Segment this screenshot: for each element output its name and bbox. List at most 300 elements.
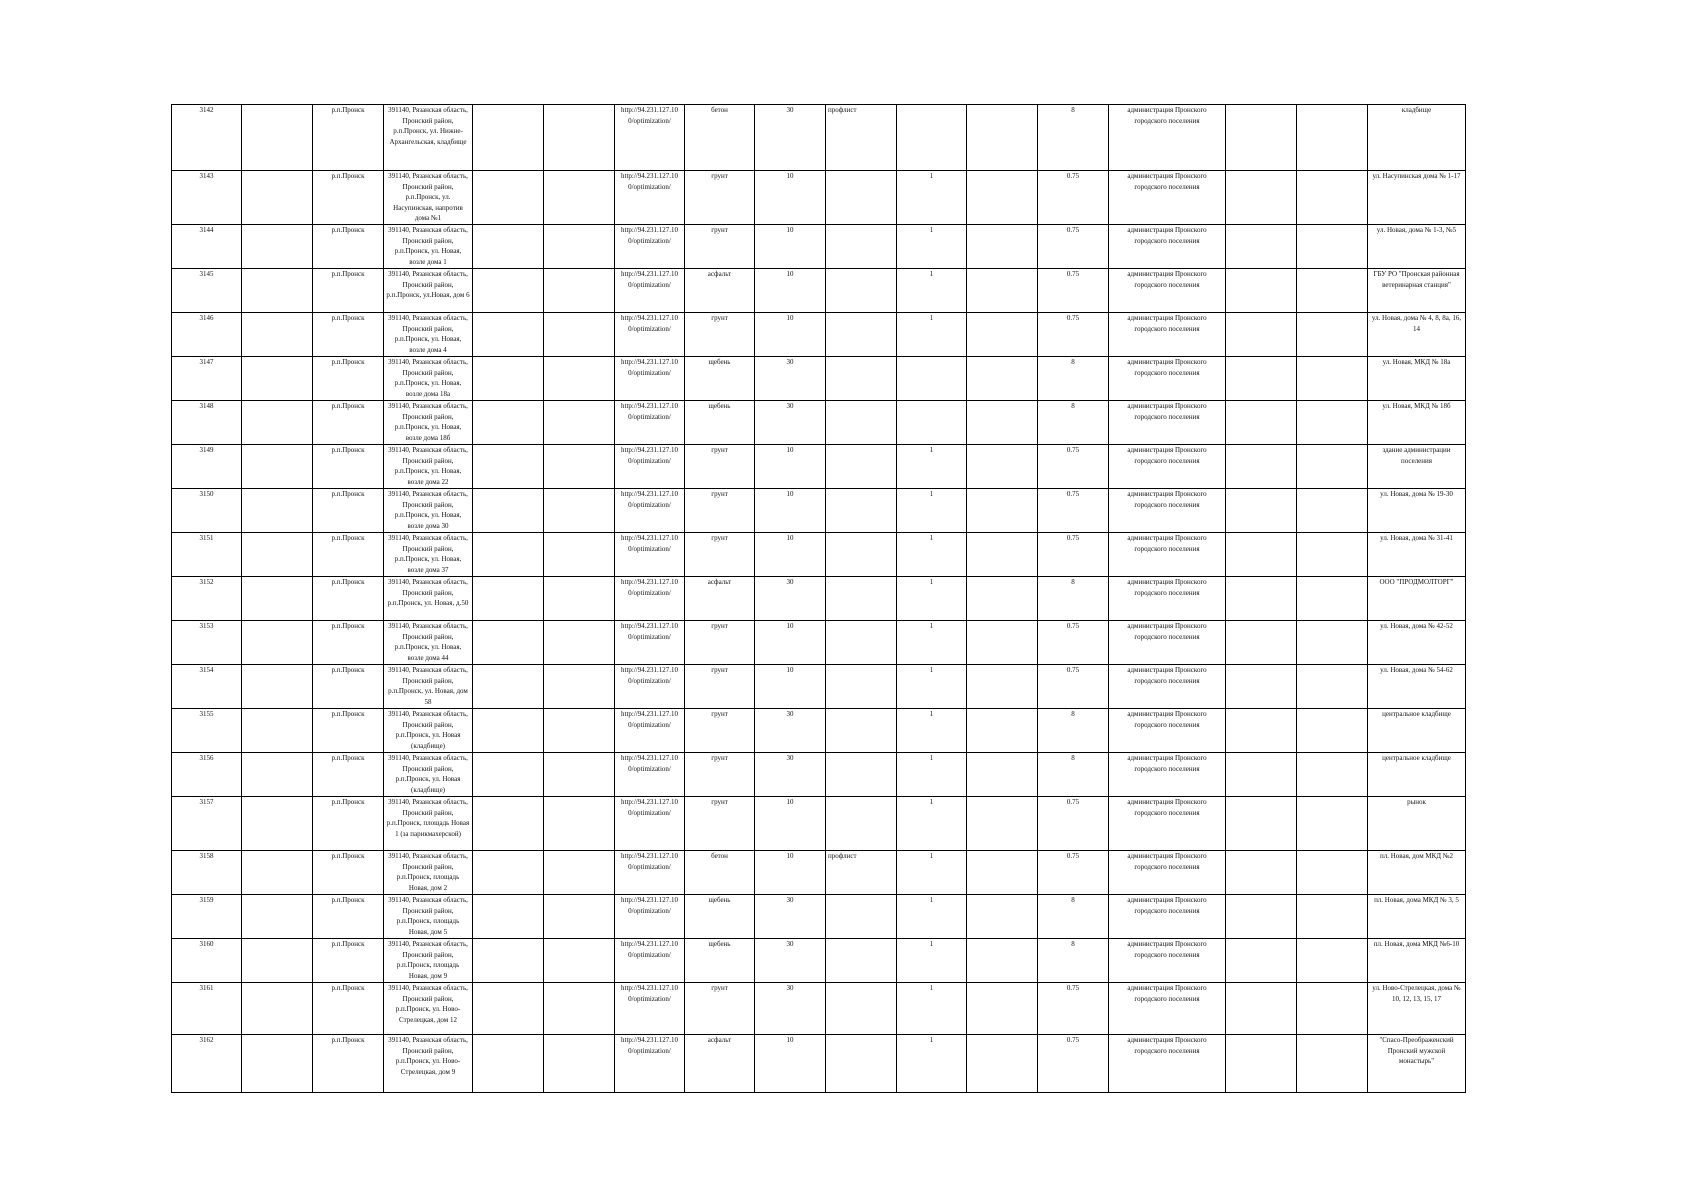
cell-source: "Спасо-Преображенский Пронский мужской монастырь": [1368, 1035, 1466, 1093]
cell-count: 1: [897, 709, 967, 753]
cell-empty: [473, 851, 544, 895]
cell-area: 30: [755, 577, 826, 621]
cell-volume: 0.75: [1038, 851, 1109, 895]
cell-fence: [826, 489, 897, 533]
cell-empty: [1297, 401, 1368, 445]
cell-empty: [1226, 105, 1297, 171]
cell-empty: [544, 401, 615, 445]
cell-count: 1: [897, 445, 967, 489]
cell-count: 1: [897, 225, 967, 269]
cell-empty: [473, 895, 544, 939]
cell-url: http://94.231.127.10 0/optimization/: [615, 983, 685, 1035]
cell-url: http://94.231.127.10 0/optimization/: [615, 357, 685, 401]
cell-fence: [826, 269, 897, 313]
cell-empty: [242, 983, 313, 1035]
table-row: [172, 939, 1466, 983]
cell-empty: [1297, 225, 1368, 269]
cell-area: 10: [755, 533, 826, 577]
cell-empty: [473, 401, 544, 445]
cell-num: 3147: [172, 357, 242, 401]
cell-fence: [826, 665, 897, 709]
cell-num: 3153: [172, 621, 242, 665]
cell-surface: щебень: [685, 357, 755, 401]
cell-url: http://94.231.127.10 0/optimization/: [615, 313, 685, 357]
table-row: [172, 753, 1466, 797]
cell-volume: 0.75: [1038, 983, 1109, 1035]
cell-owner: администрация Пронского городского поселения: [1109, 445, 1226, 489]
cell-empty: [967, 313, 1038, 357]
cell-count: 1: [897, 939, 967, 983]
cell-empty: [1226, 797, 1297, 851]
cell-surface: грунт: [685, 983, 755, 1035]
cell-owner: администрация Пронского городского поселения: [1109, 665, 1226, 709]
cell-empty: [967, 753, 1038, 797]
cell-count: 1: [897, 753, 967, 797]
cell-settlement: р.п.Пронск: [313, 105, 384, 171]
cell-empty: [967, 445, 1038, 489]
cell-empty: [1226, 313, 1297, 357]
cell-num: 3157: [172, 797, 242, 851]
cell-empty: [242, 753, 313, 797]
table-row: [172, 401, 1466, 445]
table-row: [172, 983, 1466, 1035]
cell-settlement: р.п.Пронск: [313, 313, 384, 357]
cell-empty: [544, 225, 615, 269]
cell-owner: администрация Пронского городского поселения: [1109, 357, 1226, 401]
cell-settlement: р.п.Пронск: [313, 401, 384, 445]
cell-empty: [1226, 939, 1297, 983]
cell-empty: [1226, 357, 1297, 401]
cell-empty: [967, 797, 1038, 851]
cell-surface: асфальт: [685, 577, 755, 621]
cell-empty: [1297, 797, 1368, 851]
cell-owner: администрация Пронского городского поселения: [1109, 851, 1226, 895]
cell-empty: [242, 621, 313, 665]
cell-surface: грунт: [685, 621, 755, 665]
table-row: [172, 621, 1466, 665]
cell-settlement: р.п.Пронск: [313, 357, 384, 401]
cell-empty: [967, 895, 1038, 939]
cell-area: 10: [755, 225, 826, 269]
cell-settlement: р.п.Пронск: [313, 577, 384, 621]
cell-settlement: р.п.Пронск: [313, 709, 384, 753]
cell-volume: 0.75: [1038, 533, 1109, 577]
cell-url: http://94.231.127.10 0/optimization/: [615, 401, 685, 445]
cell-empty: [967, 709, 1038, 753]
cell-empty: [1297, 895, 1368, 939]
cell-empty: [967, 357, 1038, 401]
cell-source: здание администрации поселения: [1368, 445, 1466, 489]
cell-owner: администрация Пронского городского поселения: [1109, 895, 1226, 939]
cell-volume: 0.75: [1038, 445, 1109, 489]
cell-address: 391140, Рязанская область, Пронский район, р.п.Пронск, площадь Новая, дом 9: [384, 939, 473, 983]
cell-url: http://94.231.127.10 0/optimization/: [615, 171, 685, 225]
cell-source: пл. Новая, дома МКД №6-10: [1368, 939, 1466, 983]
cell-num: 3154: [172, 665, 242, 709]
cell-source: ул. Новая, дома № 1-3, №5: [1368, 225, 1466, 269]
cell-empty: [544, 753, 615, 797]
table-row: [172, 797, 1466, 851]
cell-empty: [544, 1035, 615, 1093]
cell-empty: [1226, 665, 1297, 709]
cell-num: 3151: [172, 533, 242, 577]
cell-address: 391140, Рязанская область, Пронский район, р.п.Пронск, ул. Новая (кладбище): [384, 709, 473, 753]
cell-num: 3148: [172, 401, 242, 445]
cell-address: 391140, Рязанская область, Пронский район, р.п.Пронск, ул.Новая, дом 6: [384, 269, 473, 313]
cell-fence: [826, 621, 897, 665]
cell-volume: 0.75: [1038, 225, 1109, 269]
cell-num: 3158: [172, 851, 242, 895]
cell-address: 391140, Рязанская область, Пронский район, р.п.Пронск, площадь Новая, дом 2: [384, 851, 473, 895]
cell-owner: администрация Пронского городского поселения: [1109, 577, 1226, 621]
cell-url: http://94.231.127.10 0/optimization/: [615, 709, 685, 753]
table-row: [172, 357, 1466, 401]
cell-volume: 8: [1038, 895, 1109, 939]
cell-count: 1: [897, 269, 967, 313]
cell-num: 3162: [172, 1035, 242, 1093]
cell-empty: [242, 313, 313, 357]
cell-empty: [242, 225, 313, 269]
cell-url: http://94.231.127.10 0/optimization/: [615, 533, 685, 577]
cell-owner: администрация Пронского городского поселения: [1109, 709, 1226, 753]
table-row: [172, 269, 1466, 313]
cell-owner: администрация Пронского городского поселения: [1109, 983, 1226, 1035]
cell-address: 391140, Рязанская область, Пронский район, р.п.Пронск, площадь Новая 1 (за парикмахерской): [384, 797, 473, 851]
cell-num: 3144: [172, 225, 242, 269]
cell-surface: грунт: [685, 665, 755, 709]
cell-empty: [473, 709, 544, 753]
cell-area: 10: [755, 621, 826, 665]
cell-surface: щебень: [685, 939, 755, 983]
cell-empty: [544, 621, 615, 665]
cell-num: 3142: [172, 105, 242, 171]
cell-empty: [1226, 489, 1297, 533]
cell-settlement: р.п.Пронск: [313, 621, 384, 665]
cell-source: пл. Новая, дом МКД №2: [1368, 851, 1466, 895]
cell-area: 10: [755, 1035, 826, 1093]
cell-source: ул. Новая, дома № 54-62: [1368, 665, 1466, 709]
cell-empty: [967, 939, 1038, 983]
cell-surface: грунт: [685, 225, 755, 269]
cell-settlement: р.п.Пронск: [313, 445, 384, 489]
cell-source: ООО "ПРОДМОЛТОРГ": [1368, 577, 1466, 621]
cell-volume: 0.75: [1038, 489, 1109, 533]
cell-empty: [544, 105, 615, 171]
cell-empty: [1297, 621, 1368, 665]
cell-empty: [1226, 709, 1297, 753]
cell-address: 391140, Рязанская область, Пронский район, р.п.Пронск, ул. Новая, возле дома 30: [384, 489, 473, 533]
cell-settlement: р.п.Пронск: [313, 171, 384, 225]
cell-empty: [967, 269, 1038, 313]
table-row: [172, 489, 1466, 533]
cell-empty: [1297, 983, 1368, 1035]
cell-count: [897, 105, 967, 171]
cell-url: http://94.231.127.10 0/optimization/: [615, 939, 685, 983]
cell-empty: [1226, 851, 1297, 895]
cell-settlement: р.п.Пронск: [313, 983, 384, 1035]
cell-source: ул. Новая, дома № 42-52: [1368, 621, 1466, 665]
cell-count: 1: [897, 665, 967, 709]
cell-fence: [826, 577, 897, 621]
cell-settlement: р.п.Пронск: [313, 665, 384, 709]
cell-empty: [1226, 983, 1297, 1035]
cell-area: 10: [755, 313, 826, 357]
cell-owner: администрация Пронского городского поселения: [1109, 225, 1226, 269]
cell-url: http://94.231.127.10 0/optimization/: [615, 895, 685, 939]
table-row: [172, 577, 1466, 621]
cell-empty: [473, 357, 544, 401]
cell-empty: [242, 797, 313, 851]
cell-count: 1: [897, 577, 967, 621]
cell-empty: [1297, 357, 1368, 401]
cell-url: http://94.231.127.10 0/optimization/: [615, 445, 685, 489]
cell-empty: [1226, 577, 1297, 621]
cell-address: 391140, Рязанская область, Пронский район, р.п.Пронск, ул. Новая, возле дома 37: [384, 533, 473, 577]
cell-empty: [1226, 621, 1297, 665]
cell-empty: [242, 1035, 313, 1093]
cell-empty: [967, 983, 1038, 1035]
cell-owner: администрация Пронского городского поселения: [1109, 621, 1226, 665]
cell-fence: [826, 753, 897, 797]
cell-num: 3160: [172, 939, 242, 983]
cell-source: ул. Насупинская дома № 1-17: [1368, 171, 1466, 225]
cell-url: http://94.231.127.10 0/optimization/: [615, 489, 685, 533]
cell-address: 391140, Рязанская область, Пронский район, р.п.Пронск, ул. Новая, возле дома 18б: [384, 401, 473, 445]
table-row: [172, 105, 1466, 171]
cell-surface: щебень: [685, 895, 755, 939]
cell-empty: [473, 665, 544, 709]
cell-area: 30: [755, 895, 826, 939]
cell-source: ГБУ РО "Пронская районная ветеринарная станция": [1368, 269, 1466, 313]
cell-volume: 8: [1038, 939, 1109, 983]
cell-settlement: р.п.Пронск: [313, 489, 384, 533]
cell-owner: администрация Пронского городского поселения: [1109, 269, 1226, 313]
cell-owner: администрация Пронского городского поселения: [1109, 753, 1226, 797]
cell-empty: [1226, 895, 1297, 939]
cell-area: 30: [755, 983, 826, 1035]
cell-volume: 0.75: [1038, 1035, 1109, 1093]
cell-surface: асфальт: [685, 269, 755, 313]
cell-fence: [826, 983, 897, 1035]
cell-empty: [242, 895, 313, 939]
cell-empty: [242, 269, 313, 313]
cell-empty: [242, 533, 313, 577]
cell-source: центральное кладбище: [1368, 753, 1466, 797]
cell-empty: [242, 171, 313, 225]
cell-count: 1: [897, 621, 967, 665]
cell-url: http://94.231.127.10 0/optimization/: [615, 621, 685, 665]
cell-url: http://94.231.127.10 0/optimization/: [615, 851, 685, 895]
cell-owner: администрация Пронского городского поселения: [1109, 105, 1226, 171]
cell-source: ул. Новая, дома № 19-30: [1368, 489, 1466, 533]
table-row: [172, 665, 1466, 709]
cell-count: 1: [897, 983, 967, 1035]
cell-settlement: р.п.Пронск: [313, 895, 384, 939]
cell-empty: [544, 851, 615, 895]
cell-num: 3145: [172, 269, 242, 313]
cell-area: 30: [755, 753, 826, 797]
cell-surface: грунт: [685, 489, 755, 533]
table-row: [172, 1035, 1466, 1093]
cell-empty: [1297, 939, 1368, 983]
cell-empty: [1226, 401, 1297, 445]
cell-area: 10: [755, 851, 826, 895]
cell-url: http://94.231.127.10 0/optimization/: [615, 577, 685, 621]
cell-empty: [967, 577, 1038, 621]
cell-empty: [473, 797, 544, 851]
cell-source: ул. Новая, МКД № 18б: [1368, 401, 1466, 445]
cell-volume: 0.75: [1038, 665, 1109, 709]
cell-fence: [826, 225, 897, 269]
cell-empty: [967, 401, 1038, 445]
cell-empty: [1297, 665, 1368, 709]
cell-empty: [473, 171, 544, 225]
cell-surface: грунт: [685, 171, 755, 225]
table-row: [172, 445, 1466, 489]
cell-url: http://94.231.127.10 0/optimization/: [615, 225, 685, 269]
cell-source: центральное кладбище: [1368, 709, 1466, 753]
cell-empty: [242, 939, 313, 983]
cell-source: ул. Новая, дома № 4, 8, 8а, 16, 14: [1368, 313, 1466, 357]
cell-volume: 0.75: [1038, 313, 1109, 357]
cell-empty: [473, 621, 544, 665]
cell-empty: [473, 939, 544, 983]
cell-count: 1: [897, 489, 967, 533]
cell-empty: [1226, 533, 1297, 577]
cell-empty: [473, 225, 544, 269]
cell-empty: [1297, 269, 1368, 313]
cell-empty: [967, 621, 1038, 665]
cell-settlement: р.п.Пронск: [313, 269, 384, 313]
cell-owner: администрация Пронского городского поселения: [1109, 1035, 1226, 1093]
cell-surface: грунт: [685, 797, 755, 851]
cell-empty: [967, 105, 1038, 171]
cell-area: 10: [755, 665, 826, 709]
cell-empty: [544, 983, 615, 1035]
cell-address: 391140, Рязанская область, Пронский район, р.п.Пронск, ул. Новая (кладбище): [384, 753, 473, 797]
cell-empty: [1297, 709, 1368, 753]
cell-fence: [826, 895, 897, 939]
cell-volume: 0.75: [1038, 797, 1109, 851]
cell-empty: [544, 489, 615, 533]
cell-address: 391140, Рязанская область, Пронский район, р.п.Пронск, ул. Новая, д.50: [384, 577, 473, 621]
cell-address: 391140, Рязанская область, Пронский район, р.п.Пронск, ул. Новая, возле дома 44: [384, 621, 473, 665]
cell-address: 391140, Рязанская область, Пронский район, р.п.Пронск, ул. Насупинская, напротив дома №1: [384, 171, 473, 225]
cell-area: 30: [755, 357, 826, 401]
cell-area: 30: [755, 939, 826, 983]
cell-num: 3155: [172, 709, 242, 753]
cell-empty: [967, 489, 1038, 533]
cell-fence: [826, 533, 897, 577]
cell-count: 1: [897, 1035, 967, 1093]
cell-empty: [967, 665, 1038, 709]
cell-surface: бетон: [685, 851, 755, 895]
cell-address: 391140, Рязанская область, Пронский район, р.п.Пронск, ул. Новая, возле дома 18а: [384, 357, 473, 401]
cell-surface: щебень: [685, 401, 755, 445]
cell-empty: [967, 533, 1038, 577]
cell-settlement: р.п.Пронск: [313, 533, 384, 577]
cell-surface: грунт: [685, 533, 755, 577]
cell-owner: администрация Пронского городского поселения: [1109, 171, 1226, 225]
cell-empty: [473, 577, 544, 621]
cell-empty: [242, 105, 313, 171]
cell-empty: [544, 313, 615, 357]
cell-source: рынок: [1368, 797, 1466, 851]
cell-url: http://94.231.127.10 0/optimization/: [615, 269, 685, 313]
cell-owner: администрация Пронского городского поселения: [1109, 401, 1226, 445]
cell-count: 1: [897, 895, 967, 939]
cell-empty: [967, 225, 1038, 269]
cell-count: [897, 401, 967, 445]
cell-surface: грунт: [685, 709, 755, 753]
waste-site-registry-table: [171, 104, 1466, 1093]
cell-empty: [1226, 1035, 1297, 1093]
table-row: [172, 171, 1466, 225]
cell-empty: [544, 665, 615, 709]
cell-empty: [242, 489, 313, 533]
cell-source: кладбище: [1368, 105, 1466, 171]
cell-area: 10: [755, 445, 826, 489]
cell-area: 10: [755, 797, 826, 851]
cell-address: 391140, Рязанская область, Пронский район, р.п.Пронск, площадь Новая, дом 5: [384, 895, 473, 939]
cell-volume: 8: [1038, 709, 1109, 753]
cell-source: ул. Новая, дома № 31-41: [1368, 533, 1466, 577]
cell-empty: [242, 445, 313, 489]
cell-empty: [242, 709, 313, 753]
cell-surface: грунт: [685, 445, 755, 489]
cell-volume: 8: [1038, 105, 1109, 171]
cell-empty: [1297, 313, 1368, 357]
cell-empty: [1297, 489, 1368, 533]
cell-empty: [473, 983, 544, 1035]
cell-empty: [242, 665, 313, 709]
cell-area: 30: [755, 709, 826, 753]
cell-address: 391140, Рязанская область, Пронский район, р.п.Пронск, ул. Нижне-Архангельская, кладбище: [384, 105, 473, 171]
cell-surface: грунт: [685, 753, 755, 797]
cell-area: 10: [755, 269, 826, 313]
table-row: [172, 533, 1466, 577]
cell-url: http://94.231.127.10 0/optimization/: [615, 797, 685, 851]
cell-fence: [826, 445, 897, 489]
cell-address: 391140, Рязанская область, Пронский район, р.п.Пронск, ул. Ново-Стрелецкая, дом 9: [384, 1035, 473, 1093]
cell-empty: [473, 269, 544, 313]
cell-empty: [1226, 445, 1297, 489]
cell-fence: [826, 797, 897, 851]
cell-empty: [967, 1035, 1038, 1093]
cell-fence: [826, 313, 897, 357]
cell-url: http://94.231.127.10 0/optimization/: [615, 753, 685, 797]
cell-empty: [544, 895, 615, 939]
cell-empty: [473, 489, 544, 533]
cell-area: 30: [755, 105, 826, 171]
cell-empty: [967, 171, 1038, 225]
cell-surface: бетон: [685, 105, 755, 171]
cell-fence: профлист: [826, 105, 897, 171]
cell-owner: администрация Пронского городского поселения: [1109, 533, 1226, 577]
cell-fence: [826, 171, 897, 225]
cell-fence: [826, 709, 897, 753]
cell-empty: [1226, 225, 1297, 269]
cell-empty: [544, 533, 615, 577]
cell-empty: [1297, 533, 1368, 577]
cell-empty: [544, 797, 615, 851]
cell-empty: [544, 709, 615, 753]
cell-area: 10: [755, 489, 826, 533]
cell-volume: 8: [1038, 401, 1109, 445]
cell-num: 3143: [172, 171, 242, 225]
cell-fence: [826, 357, 897, 401]
cell-empty: [1297, 851, 1368, 895]
